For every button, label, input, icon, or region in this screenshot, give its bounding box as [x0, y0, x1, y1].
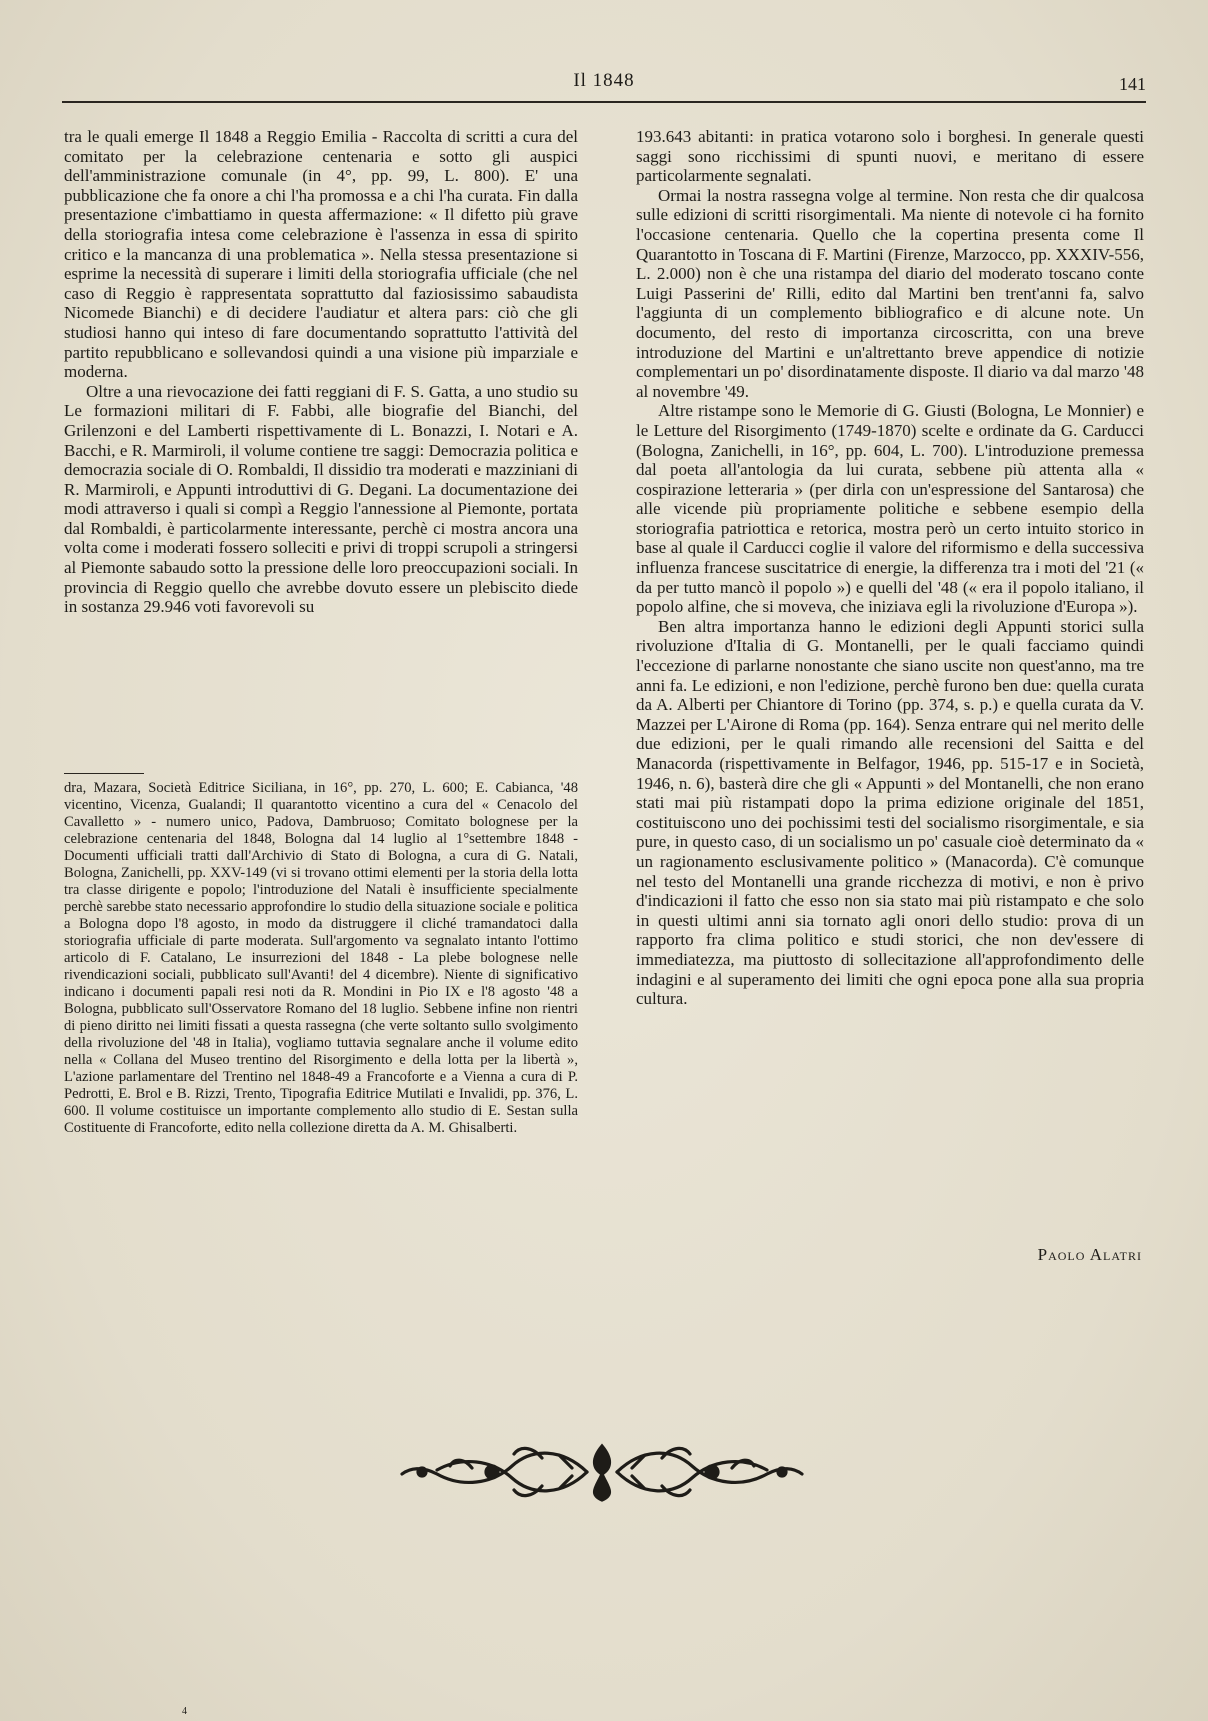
running-title: Il 1848 — [573, 70, 635, 91]
footnotes — [64, 780, 578, 1137]
left-column — [64, 127, 578, 617]
body-paragraph: tra le quali emerge Il 1848 a Reggio Emilia - Raccolta di scritti a cura del comitato per la celebrazione centenaria e sotto gli auspici dell'amministrazione comunale (in 4°, pp. 99, L. 800). E' una pubblicazione che fa onore a chi l'ha promossa e a chi l'ha curata. Fin dalla presentazione c'imbattiamo in questa affermazione: « Il difetto più grave della storiografia intesa come celebrazione è l'assenza in essa di spirito critico e la mancanza di una problematica ». Nella stessa presentazione si esprime la necessità di superare i limiti della storiografia ufficiale (che nel caso di Reggio è rappresentata soprattutto dal faziosissimo sabaudista Nicomede Bianchi) e di decidere l'audiatur et altera pars: ciò che gli studiosi hanno qui inteso di fare documentando soprattutto l'attività del partito repubblicano e sollevandosi quindi a una visione più imparziale e moderna. — [64, 127, 578, 382]
printer-mark: 4 — [182, 1706, 187, 1717]
page-header — [62, 70, 1146, 100]
footnote-separator — [64, 773, 144, 774]
header-rule — [62, 101, 1146, 103]
body-paragraph: 193.643 abitanti: in pratica votarono solo i borghesi. In generale questi saggi sono ricchissimi di spunti nuovi, e meritano di essere particolarmente segnalati. — [636, 127, 1144, 186]
body-paragraph: Ben altra importanza hanno le edizioni degli Appunti storici sulla rivoluzione d'Italia di G. Montanelli, per le quali facciamo quindi l'eccezione di parlarne nonostante che siano uscite non quest'anno, ma tre anni fa. Le edizioni, e non l'edizione, perchè furono ben due: quella curata da A. Alberti per Chiantore di Torino (pp. 374, s. p.) e quella curata da V. Mazzei per L'Airone di Roma (pp. 164). Senza entrare qui nel merito delle due edizioni, per le quali rimando alle recensioni del Saitta e del Manacorda (rispettivamente in Belfagor, 1946, pp. 515-17 e in Società, 1946, n. 6), basterà dire che gli « Appunti » del Montanelli, che non erano stati mai più ristampati dopo la prima edizione originale del 1851, costituiscono uno dei pochissimi testi del socialismo risorgimentale, e sia pure, in questo caso, di un socialismo un po' casuale cioè determinato da « un ragionamento esclusivamente politico » (Manacorda). C'è comunque nel testo del Montanelli una grande ricchezza di motivi, e non è privo d'indicazioni il fatto che esso non sia stato mai più ristampato e che solo in questi ultimi anni sia tornato agli onori dello studio: prova di un rapporto fra clima politico e studi storici, che non dev'essere di immediatezza, ma piuttosto di sollecitazione all'approfondimento delle indagini e al superamento dei limiti che ogni epoca pone alla sua propria cultura. — [636, 616, 1144, 1009]
decorative-ornament-icon — [392, 1438, 812, 1506]
page-number: 141 — [1119, 74, 1146, 94]
body-paragraph: Ormai la nostra rassegna volge al termine. Non resta che dir qualcosa sulle edizioni di scritti risorgimentali. Ma niente di notevole ci ha fornito l'occasione centenaria. Quello che la copertina presenta come Il Quarantotto in Toscana di F. Martini (Firenze, Marzocco, pp. XXXIV-556, L. 2.000) non è che una ristampa del diario del moderato toscano conte Luigi Passerini de' Rilli, edito dal Martini ben trent'anni fa, salvo l'aggiunta di un complemento bibliografico e di alcune note. Un documento, del resto di importanza circoscritta, con una breve introduzione del Martini e un'altrettanto breve appendice di notizie complementari un po' disordinatamente disposte. Il diario va dal marzo '48 al novembre '49. — [636, 185, 1144, 401]
footnote-text: dra, Mazara, Società Editrice Siciliana, in 16°, pp. 270, L. 600; E. Cabianca, '48 vicentino, Vicenza, Gualandi; Il quarantotto vicentino a cura del « Cenacolo del Cavalletto » - numero unico, Padova, Dambruoso; Comitato bolognese per la celebrazione centenaria del 1848, Bologna dal 14 luglio al 1°settembre 1848 - Documenti ufficiali tratti dall'Archivio di Stato di Bologna, a cura di G. Natali, Bologna, Zanichelli, pp. XXV-149 (vi si trovano ottimi elementi per la storia della lotta tra classe dirigente e popolo; l'introduzione del Natali è insufficiente specialmente perchè sarebbe stato necessario approfondire lo studio della situazione sociale e politica a Bologna dopo l'8 agosto, in modo da distruggere il cliché tramandatoci dalla storiografia ufficiale di parte moderata. Sull'argomento va segnalato intanto l'ottimo articolo di F. Catalano, Le insurrezioni del 1848 - La plebe bolognese nelle rivendicazioni sociali, pubblicato sull'Avanti! del 4 dicembre). Niente di significativo indicano i documenti papali resi noti da R. Mondini in Pio IX e l'8 agosto '48 a Bologna, pubblicato sull'Osservatore Romano del 18 luglio. Sebbene infine non rientri di pieno diritto nei limiti fissati a questa rassegna (che verte soltanto sullo svolgimento della rivoluzione del '48 in Italia), vogliamo tuttavia segnalare anche il volume edito nella « Collana del Museo trentino del Risorgimento e della lotta per la libertà », L'azione parlamentare del Trentino nel 1848-49 a Francoforte e a Vienna a cura di P. Pedrotti, E. Brol e B. Rizzi, Trento, Tipografia Editrice Mutilati e Invalidi, pp. 376, L. 600. Il volume costituisce un importante complemento allo studio di E. Sestan sulla Costituente di Francoforte, edito nella collezione diretta da A. M. Ghisalberti. — [64, 780, 578, 1136]
author-signature: Paolo Alatri — [1037, 1245, 1142, 1264]
body-paragraph: Oltre a una rievocazione dei fatti reggiani di F. S. Gatta, a uno studio su Le formazioni militari di F. Fabbi, alle biografie del Bianchi, del Grilenzoni e del Lamberti rispettivamente di L. Bonazzi, I. Notari e A. Bacchi, e R. Marmiroli, il volume contiene tre saggi: Democrazia politica e democrazia sociale di O. Rombaldi, Il dissidio tra moderati e mazziniani di R. Marmiroli, e Appunti introduttivi di G. Degani. La documentazione dei modi attraverso i quali si compì a Reggio l'annessione al Piemonte, portata dal Rombaldi, è particolarmente interessante, perchè ci mostra ancora una volta come i moderati fossero solleciti e privi di troppi scrupoli a stringersi al Piemonte sabaudo sotto la pressione delle loro preoccupazioni sociali. In provincia di Reggio quello che avrebbe dovuto essere un plebiscito diede in sostanza 29.946 voti favorevoli su — [64, 381, 578, 617]
body-paragraph: Altre ristampe sono le Memorie di G. Giusti (Bologna, Le Monnier) e le Letture del Risorgimento (1749-1870) scelte e ordinate da G. Carducci (Bologna, Zanichelli, in 16°, pp. 604, L. 700). L'introduzione premessa dal poeta all'antologia da lui curata, sebbene più attenta alla « cospirazione letteraria » (per dirla con un'espressione del Santarosa) che alle vicende più propriamente politiche e sebbene esempio della storiografia patriottica e retorica, mostra però un certo intuito storico in base al quale il Carducci coglie il valore del riformismo e della successiva influenza francese suscitatrice di energie, la differenza tra i moti del '21 (« da per tutto mancò il popolo ») e quelli del '48 (« era il popolo italiano, il popolo alfine, che si moveva, che iniziava egli la rivoluzione d'Europa »). — [636, 401, 1144, 617]
right-column — [636, 127, 1144, 1009]
